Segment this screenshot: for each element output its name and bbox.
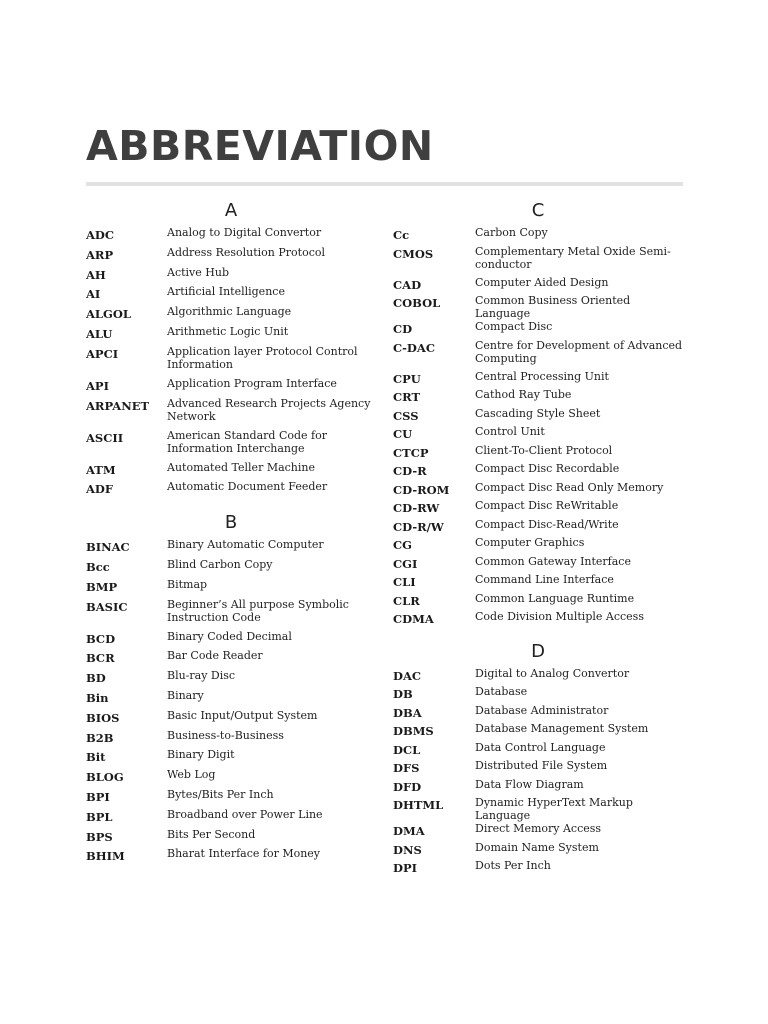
abbreviation-term: BHIM [86, 849, 125, 864]
abbreviation-term: DPI [393, 861, 417, 875]
abbreviation-term: Bit [86, 750, 106, 765]
glossary-entry [393, 610, 683, 629]
glossary-entry [393, 481, 683, 500]
glossary-entry [86, 598, 376, 630]
abbreviation-meaning: Automatic Document Feeder [167, 480, 328, 494]
glossary-entry [393, 536, 683, 555]
glossary-entry [393, 778, 683, 797]
glossary-entry [393, 499, 683, 518]
glossary-entry [393, 704, 683, 723]
abbreviation-meaning: Data Flow Diagram [475, 777, 584, 791]
glossary-entry [393, 425, 683, 444]
abbreviation-meaning: Common Language Runtime [475, 591, 635, 605]
abbreviation-meaning: Web Log [167, 768, 216, 782]
abbreviation-meaning: Advanced Research Projects Agency Network [167, 396, 371, 423]
abbreviation-term: DB [393, 687, 413, 701]
abbreviation-meaning: Analog to Digital Convertor [167, 226, 322, 239]
abbreviation-meaning: Domain Name System [475, 840, 599, 854]
abbreviation-meaning: Bharat Interface for Money [167, 847, 321, 861]
glossary-entry [393, 320, 683, 339]
abbreviation-meaning: Client-To-Client Protocol [475, 443, 613, 457]
abbreviation-meaning: Code Division Multiple Access [475, 610, 644, 623]
glossary-entry [393, 822, 683, 841]
glossary-entry [86, 669, 376, 689]
abbreviation-meaning: Database Administrator [475, 703, 609, 717]
abbreviation-meaning: Application layer Protocol Control Information [167, 344, 358, 371]
glossary-entry [393, 276, 683, 295]
abbreviation-meaning: American Standard Code for Information Interchange [167, 428, 327, 455]
glossary-entry [86, 377, 376, 397]
glossary-entry [86, 461, 376, 481]
abbreviation-meaning: Dynamic HyperText Markup Language [475, 796, 633, 822]
glossary-entry [86, 558, 376, 578]
section-spacer [86, 500, 376, 510]
glossary-entry [393, 685, 683, 704]
abbreviation-meaning: Direct Memory Access [475, 822, 602, 835]
abbreviation-meaning: Beginner’s All purpose Symbolic Instruction Code [167, 597, 349, 624]
glossary-entry [393, 573, 683, 592]
abbreviation-term: Bcc [86, 559, 110, 574]
glossary-entry [393, 796, 683, 822]
glossary-entry [86, 768, 376, 788]
abbreviation-meaning: Command Line Interface [475, 573, 614, 586]
glossary-entry [86, 578, 376, 598]
abbreviation-meaning: Distributed File System [475, 759, 608, 772]
abbreviation-meaning: Bits Per Second [167, 827, 256, 841]
abbreviation-term: ADC [86, 228, 115, 242]
abbreviation-term: Bin [86, 690, 109, 705]
abbreviation-meaning: Compact Disc-Read/Write [475, 517, 619, 531]
abbreviation-meaning: Dots Per Inch [475, 859, 551, 872]
abbreviation-term: BCR [86, 651, 115, 666]
glossary-entry [393, 444, 683, 463]
abbreviation-meaning: Binary Automatic Computer [167, 538, 324, 552]
abbreviation-meaning: Data Control Language [475, 740, 606, 754]
glossary-entry [393, 370, 683, 389]
glossary-entry [86, 397, 376, 429]
abbreviation-term: CLI [393, 575, 416, 589]
glossary-entry [86, 748, 376, 768]
glossary-entry [393, 667, 683, 686]
abbreviation-term: DCL [393, 742, 421, 757]
abbreviation-meaning: Computer Graphics [475, 536, 585, 549]
section-letter: B [224, 512, 238, 534]
abbreviation-term: CTCP [393, 445, 429, 460]
glossary-entry [86, 788, 376, 808]
glossary-entry [86, 538, 376, 558]
abbreviation-term: CPU [393, 371, 421, 386]
glossary-entry [393, 462, 683, 481]
glossary-entry [86, 325, 376, 345]
glossary-entry [86, 689, 376, 709]
glossary-entry [393, 388, 683, 407]
abbreviation-meaning: Basic Input/Output System [167, 708, 318, 722]
left-column [86, 198, 376, 867]
abbreviation-term: BPS [86, 829, 113, 844]
abbreviation-term: DNS [393, 842, 422, 857]
abbreviation-meaning: Complementary Metal Oxide Semi-conductor [475, 244, 671, 271]
glossary-entry [393, 245, 683, 276]
abbreviation-term: DAC [393, 668, 422, 683]
glossary-entry [393, 592, 683, 611]
glossary-entry [86, 729, 376, 749]
abbreviation-term: DFD [393, 779, 422, 794]
abbreviation-meaning: Binary [167, 688, 204, 702]
abbreviation-term: DBMS [393, 724, 434, 738]
abbreviation-meaning: Centre for Development of Advanced Computing [475, 338, 683, 365]
abbreviation-term: CG [393, 538, 412, 552]
section-letter: C [531, 200, 545, 221]
abbreviation-meaning: Arithmetic Logic Unit [167, 324, 289, 338]
page-title: ABBREVIATION [86, 122, 434, 170]
glossary-entry [393, 741, 683, 760]
glossary-entry [86, 649, 376, 669]
abbreviation-meaning: Artificial Intelligence [167, 285, 285, 299]
glossary-entry [86, 305, 376, 325]
abbreviation-term: CU [393, 427, 413, 441]
abbreviation-term: CAD [393, 277, 422, 292]
abbreviation-term: CD [393, 322, 413, 336]
abbreviation-meaning: Central Processing Unit [475, 369, 609, 383]
abbreviation-meaning: Business-to-Business [167, 728, 284, 742]
abbreviation-meaning: Blind Carbon Copy [167, 557, 273, 571]
abbreviation-term: BASIC [86, 599, 128, 614]
abbreviation-meaning: Database Management System [475, 722, 649, 735]
abbreviation-term: COBOL [393, 296, 441, 310]
abbreviation-meaning: Database [475, 685, 528, 698]
abbreviation-term: BINAC [86, 540, 130, 555]
abbreviation-term: ARP [86, 247, 114, 262]
section-spacer [393, 629, 683, 639]
abbreviation-term: CD-ROM [393, 482, 450, 497]
abbreviation-term: DBA [393, 705, 422, 720]
glossary-entry [86, 480, 376, 500]
abbreviation-meaning: Control Unit [475, 425, 545, 438]
abbreviation-meaning: Compact Disc ReWritable [475, 499, 619, 512]
glossary-entry [393, 722, 683, 741]
abbreviation-term: ASCII [86, 430, 124, 445]
abbreviation-term: ADF [86, 482, 114, 497]
abbreviation-term: DFS [393, 761, 420, 775]
abbreviation-term: ATM [86, 462, 116, 477]
abbreviation-term: APCI [86, 346, 119, 361]
abbreviation-meaning: Bar Code Reader [167, 649, 263, 663]
abbreviation-meaning: Application Program Interface [167, 376, 337, 390]
abbreviation-meaning: Blu-ray Disc [167, 669, 236, 683]
abbreviation-term: C-DAC [393, 340, 435, 355]
abbreviation-term: BIOS [86, 710, 120, 725]
glossary-entry [86, 266, 376, 286]
glossary-entry [393, 859, 683, 878]
abbreviation-meaning: Cascading Style Sheet [475, 406, 601, 420]
abbreviation-meaning: Compact Disc Recordable [475, 462, 620, 475]
abbreviation-term: DHTML [393, 798, 444, 812]
abbreviation-meaning: Carbon Copy [475, 226, 548, 239]
glossary-entry [393, 759, 683, 778]
abbreviation-term: CD-R [393, 464, 427, 478]
abbreviation-meaning: Broadband over Power Line [167, 807, 323, 821]
glossary-entry [86, 226, 376, 246]
abbreviation-meaning: Binary Coded Decimal [167, 629, 292, 643]
abbreviation-meaning: Digital to Analog Convertor [475, 666, 630, 680]
abbreviation-term: BD [86, 671, 106, 686]
abbreviation-term: BCD [86, 631, 116, 646]
abbreviation-term: CSS [393, 408, 419, 423]
abbreviation-term: ARPANET [86, 398, 150, 413]
abbreviation-meaning: Automated Teller Machine [167, 460, 316, 474]
abbreviation-meaning: Algorithmic Language [167, 305, 292, 319]
abbreviation-meaning: Compact Disc Read Only Memory [475, 480, 664, 494]
glossary-entry [393, 339, 683, 370]
abbreviation-meaning: Common Gateway Interface [475, 554, 631, 568]
abbreviation-term: BMP [86, 579, 118, 594]
abbreviation-term: BPL [86, 809, 113, 824]
glossary-entry [86, 808, 376, 828]
glossary-entry [86, 429, 376, 461]
abbreviation-meaning: Active Hub [167, 265, 229, 279]
abbreviation-term: CD-RW [393, 501, 440, 515]
abbreviation-meaning: Binary Digit [167, 748, 235, 762]
abbreviation-term: CRT [393, 390, 421, 404]
abbreviation-term: ALGOL [86, 307, 131, 322]
abbreviation-meaning: Cathod Ray Tube [475, 388, 572, 401]
glossary-entry [393, 226, 683, 245]
glossary-entry [86, 285, 376, 305]
glossary-entry [393, 407, 683, 426]
glossary-entry [86, 345, 376, 377]
glossary-entry [393, 294, 683, 320]
abbreviation-term: AH [86, 267, 106, 282]
abbreviation-term: CDMA [393, 612, 434, 626]
abbreviation-term: BPI [86, 789, 110, 804]
abbreviation-meaning: Computer Aided Design [475, 275, 609, 289]
abbreviation-term: B2B [86, 730, 114, 745]
glossary-entry [393, 518, 683, 537]
section-letter: A [224, 200, 238, 221]
glossary-entry [86, 246, 376, 266]
glossary-entry [86, 828, 376, 848]
glossary-entry [86, 630, 376, 650]
abbreviation-meaning: Bytes/Bits Per Inch [167, 787, 274, 801]
abbreviation-term: DMA [393, 824, 425, 838]
glossary-entry [86, 847, 376, 867]
glossary-entry [86, 709, 376, 729]
abbreviation-meaning: Compact Disc [475, 320, 553, 333]
abbreviation-meaning: Address Resolution Protocol [167, 245, 326, 259]
abbreviation-term: API [86, 378, 109, 393]
abbreviation-term: AI [86, 287, 101, 302]
abbreviation-term: CMOS [393, 246, 434, 261]
abbreviation-term: CLR [393, 593, 420, 608]
title-divider [86, 182, 683, 186]
abbreviation-term: ALU [86, 326, 113, 341]
abbreviation-term: Cc [393, 228, 410, 242]
abbreviation-meaning: Common Business Oriented Language [475, 294, 631, 320]
abbreviation-meaning: Bitmap [167, 577, 208, 591]
glossary-entry [393, 555, 683, 574]
glossary-entry [393, 841, 683, 860]
right-column [393, 198, 683, 878]
section-letter: D [531, 640, 545, 662]
abbreviation-term: BLOG [86, 770, 124, 785]
abbreviation-term: CD-R/W [393, 519, 444, 534]
abbreviation-term: CGI [393, 556, 418, 571]
